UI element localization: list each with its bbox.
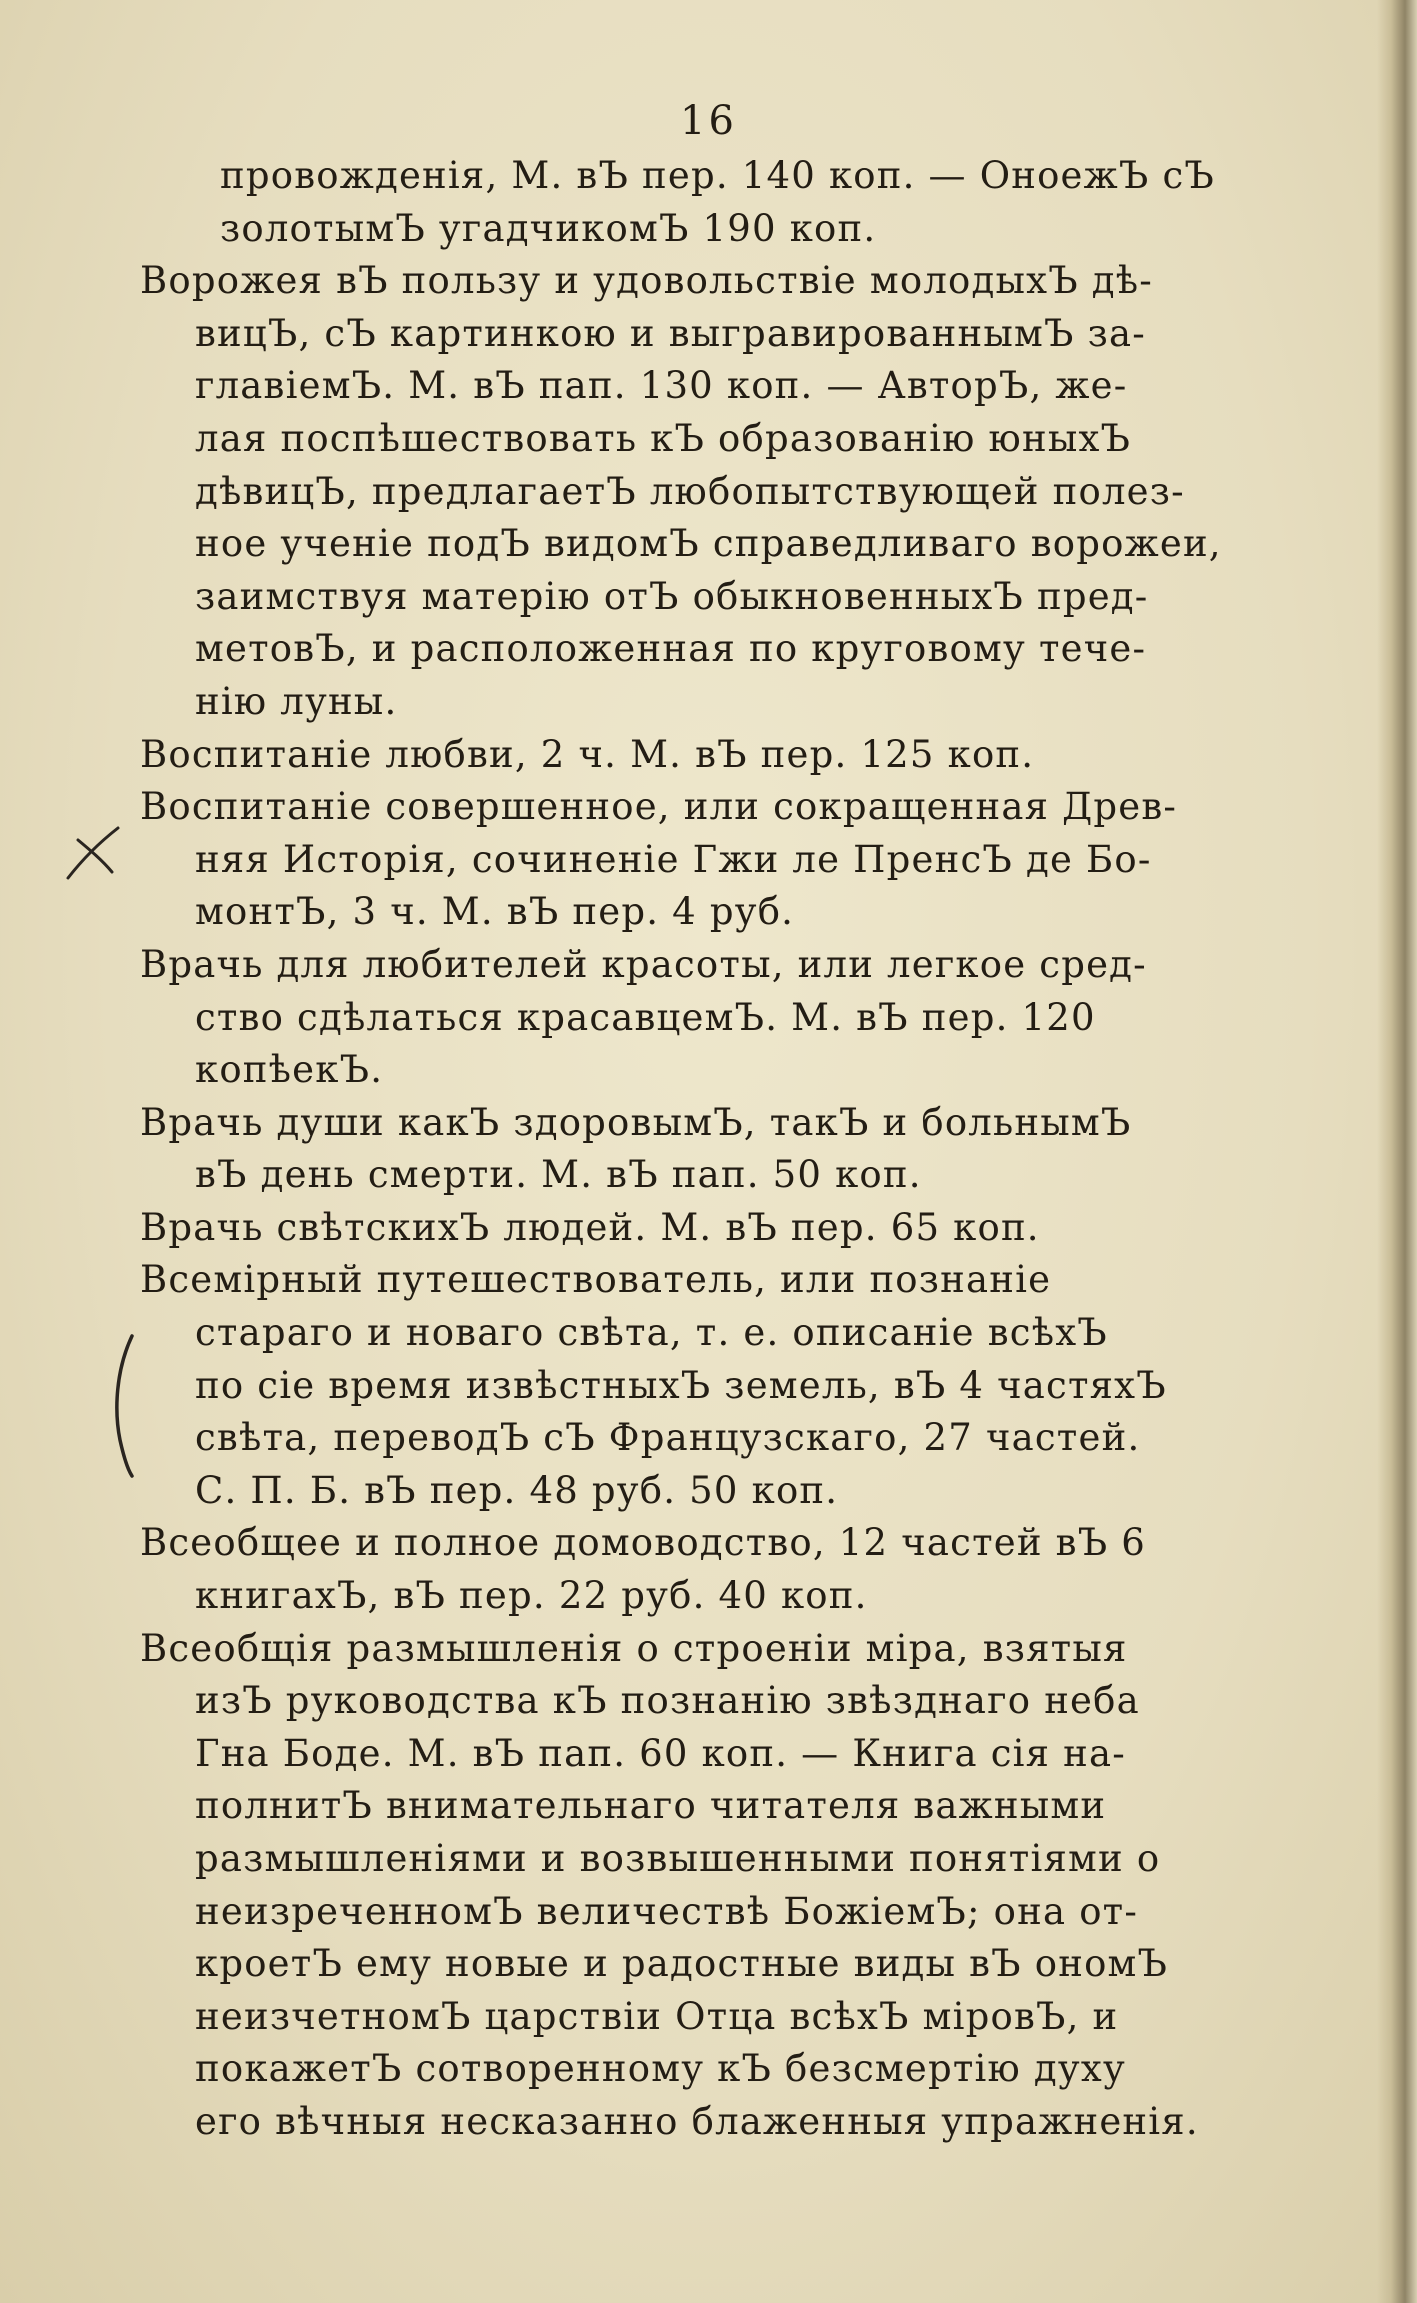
entry-heading-line: Всемірный путешествователь, или познаніе <box>140 1258 1052 1302</box>
entry-heading-line: Всеобщее и полное домоводство, 12 частей вЪ 6 <box>140 1521 1146 1565</box>
text-line: неизреченномЪ величествѣ БожіемЪ; она от- <box>195 1889 1139 1933</box>
text-line: метовЪ, и расположенная по круговому тече- <box>195 627 1147 671</box>
entry-heading-line: Врачь души какЪ здоровымЪ, такЪ и больнымЪ <box>140 1100 1132 1144</box>
text-line: С. П. Б. вЪ пер. 48 руб. 50 коп. <box>195 1468 839 1512</box>
entry-heading-line: Воспитаніе совершенное, или сокращенная Древ- <box>140 785 1178 829</box>
entry-heading-line: Воспитаніе любви, 2 ч. М. вЪ пер. 125 коп. <box>140 732 1035 776</box>
text-line: кроетЪ ему новые и радостные виды вЪ ономЪ <box>195 1942 1169 1986</box>
page-number: 16 <box>680 98 737 144</box>
page-edge-shadow <box>1377 0 1417 2303</box>
text-line: золотымЪ угадчикомЪ 190 коп. <box>220 206 877 250</box>
text-line: полнитЪ внимательнаго читателя важными <box>195 1784 1107 1828</box>
text-line: свѣта, переводЪ сЪ Французскаго, 27 частей. <box>195 1416 1141 1460</box>
text-line: дѣвицЪ, предлагаетЪ любопытствующей полез- <box>195 469 1185 513</box>
text-line: вЪ день смерти. М. вЪ пап. 50 коп. <box>195 1153 922 1197</box>
text-line: заимствуя матерію отЪ обыкновенныхЪ пред- <box>195 574 1149 618</box>
text-line: нію луны. <box>195 679 398 723</box>
text-line: вицЪ, сЪ картинкою и выгравированнымЪ за- <box>195 311 1146 355</box>
text-line: монтЪ, 3 ч. М. вЪ пер. 4 руб. <box>195 890 795 934</box>
text-line: ное ученіе подЪ видомЪ справедливаго ворожеи, <box>195 522 1222 566</box>
text-line: изЪ руководства кЪ познанію звѣзднаго неба <box>195 1679 1140 1723</box>
text-line: копѣекЪ. <box>195 1048 384 1092</box>
text-line: няя Исторія, сочиненіе Гжи ле ПренсЪ де Бо- <box>195 837 1152 881</box>
text-line: книгахЪ, вЪ пер. 22 руб. 40 коп. <box>195 1574 868 1618</box>
entry-heading-line: Ворожея вЪ пользу и удовольствіе молодыхЪ дѣ- <box>140 259 1153 303</box>
text-line: по сіе время извѣстныхЪ земель, вЪ 4 частяхЪ <box>195 1363 1167 1407</box>
catalog-text <box>140 150 1380 2149</box>
text-line: Гна Боде. М. вЪ пап. 60 коп. — Книга сія на- <box>195 1731 1126 1775</box>
text-line: главіемЪ. М. вЪ пап. 130 коп. — АвторЪ, же- <box>195 364 1128 408</box>
handwritten-check-mark-icon <box>60 820 130 890</box>
text-line: ство сдѣлаться красавцемЪ. М. вЪ пер. 120 <box>195 995 1096 1039</box>
entry-heading-line: Врачь свѣтскихЪ людей. М. вЪ пер. 65 коп. <box>140 1205 1040 1249</box>
entry-heading-line: Всеобщія размышленія о строеніи міра, взятыя <box>140 1626 1128 1670</box>
text-line: неизчетномЪ царствіи Отца всѣхЪ міровЪ, и <box>195 1994 1119 2038</box>
text-line: покажетЪ сотворенному кЪ безсмертію духу <box>195 2047 1126 2091</box>
text-line: лая поспѣшествовать кЪ образованію юныхЪ <box>195 416 1132 460</box>
text-line: провожденія, М. вЪ пер. 140 коп. — ОноежЪ сЪ <box>220 154 1215 197</box>
text-line: его вѣчныя несказанно блаженныя упражненія. <box>195 2099 1199 2143</box>
entry-heading-line: Врачь для любителей красоты, или легкое сред- <box>140 942 1147 986</box>
text-line: размышленіями и возвышенными понятіями о <box>195 1837 1161 1880</box>
text-line: стараго и новаго свѣта, т. е. описаніе всѣхЪ <box>195 1311 1108 1355</box>
